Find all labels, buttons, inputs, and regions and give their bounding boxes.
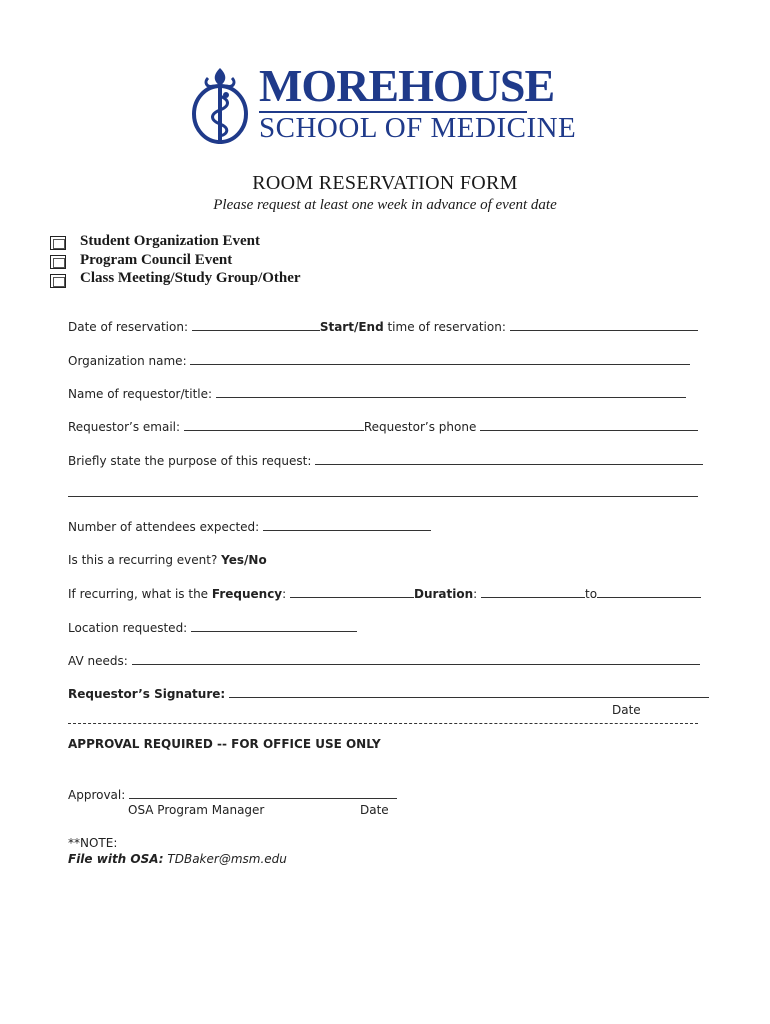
duration-label: Duration (414, 587, 474, 601)
organization-field[interactable] (190, 353, 690, 365)
form-title: ROOM RESERVATION FORM (252, 172, 518, 194)
approval-row (68, 787, 397, 802)
attendees-row (68, 519, 431, 534)
requestor-label: Name of requestor/title: (68, 387, 213, 401)
attendees-field[interactable] (263, 519, 431, 531)
recurring-row (68, 553, 267, 567)
frequency-label: Frequency (211, 587, 283, 601)
date-label: Date of reservation: (68, 320, 188, 334)
checkbox-label: Class Meeting/Study Group/Other (80, 270, 301, 286)
form-subtitle: Please request at least one week in advance of event date (213, 197, 557, 213)
organization-label: Organization name: (68, 354, 187, 368)
location-field[interactable] (191, 620, 357, 632)
purpose-row (68, 453, 703, 468)
frequency-prefix: If recurring, what is the (68, 587, 209, 601)
purpose-label: Briefly state the purpose of this request: (68, 454, 312, 468)
checkbox-label: Program Council Event (80, 252, 233, 268)
time-field[interactable] (510, 319, 698, 331)
phone-field[interactable] (480, 419, 698, 431)
frequency-field[interactable] (290, 586, 414, 598)
logo-subtitle: SCHOOL OF MEDICINE (259, 112, 577, 144)
organization-row (68, 353, 690, 368)
signature-date-label: Date (612, 703, 641, 717)
duration-start-field[interactable] (481, 586, 585, 598)
av-row (68, 653, 700, 668)
approval-field[interactable] (129, 787, 397, 799)
approval-label: Approval: (68, 788, 126, 802)
recurring-label: Is this a recurring event? (68, 553, 218, 567)
purpose-field-line-2[interactable] (68, 496, 698, 497)
file-with-row (68, 852, 287, 866)
requestor-field[interactable] (216, 386, 686, 398)
requestor-row (68, 386, 686, 401)
location-row (68, 620, 357, 635)
checkbox-student-organization[interactable] (50, 236, 66, 250)
program-manager-label: OSA Program Manager (128, 803, 265, 817)
time-label: time of reservation: (383, 320, 506, 334)
file-with-label: File with OSA: (68, 852, 164, 866)
office-use-heading: APPROVAL REQUIRED -- FOR OFFICE USE ONLY (68, 737, 381, 751)
email-field[interactable] (184, 419, 364, 431)
checkbox-program-council[interactable] (50, 255, 66, 269)
caduceus-emblem-icon (190, 64, 254, 146)
av-field[interactable] (132, 653, 700, 665)
recurring-options[interactable]: Yes/No (221, 553, 267, 567)
email-phone-row (68, 419, 698, 434)
frequency-row: If recurring, what is the Frequency: Duration: to (68, 586, 701, 601)
to-label: to (585, 587, 598, 601)
attendees-label: Number of attendees expected: (68, 520, 260, 534)
checkbox-class-meeting[interactable] (50, 274, 66, 288)
email-label: Requestor’s email: (68, 420, 181, 434)
approval-date-label: Date (360, 803, 389, 817)
purpose-field[interactable] (315, 453, 703, 465)
phone-label: Requestor’s phone (363, 420, 477, 434)
date-time-row (68, 319, 698, 334)
av-label: AV needs: (68, 654, 128, 668)
osa-email-link[interactable]: TDBaker@msm.edu (167, 852, 287, 866)
note-label: **NOTE: (68, 836, 118, 850)
start-end-label: Start/End (319, 320, 384, 334)
signature-field[interactable] (229, 686, 709, 698)
logo-name: MOREHOUSE (259, 60, 555, 111)
checkbox-label: Student Organization Event (80, 233, 261, 249)
signature-label: Requestor’s Signature: (68, 687, 226, 701)
duration-end-field[interactable] (597, 586, 701, 598)
location-label: Location requested: (68, 621, 188, 635)
date-field[interactable] (192, 319, 320, 331)
divider-dashed (68, 723, 698, 724)
signature-row (68, 686, 709, 701)
